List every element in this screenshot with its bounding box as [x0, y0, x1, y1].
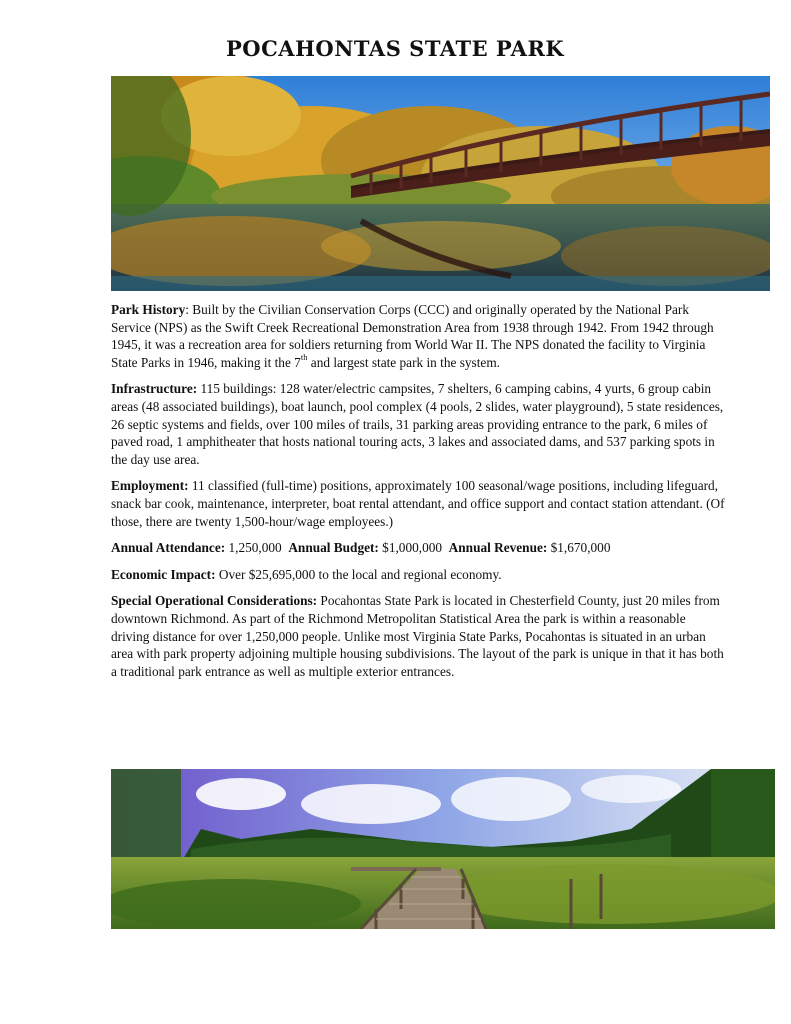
employment-text: 11 classified (full-time) positions, approximately 100 seasonal/wage positions, including lifeguard, snack bar cook, maintenance, interpreter, boat rental attendant, and office support and contact station attendant. (Of those, there are twenty 1,500-hour/wage employees.) [111, 478, 725, 529]
boardwalk-photo [111, 769, 775, 929]
page-title: POCAHONTAS STATE PARK [226, 36, 565, 61]
history-separator: : [185, 302, 189, 317]
economic-paragraph [111, 566, 727, 584]
history-tail: and largest state park in the system. [307, 354, 500, 370]
history-text: Built by the Civilian Conservation Corps (CCC) and originally operated by the National Park Service (NPS) as the Swift Creek Recreational Demonstration Area from 1938 through 1942. From 1942 through 1945, it was a recreation area for soldiers returning from World War II. The NPS donated the facility to Virginia State Parks in 1946, making it the 7 [111, 302, 714, 370]
stats-paragraph [111, 539, 727, 557]
bridge-photo [111, 76, 770, 291]
attendance-label: Annual Attendance: [111, 540, 226, 556]
infrastructure-paragraph [111, 380, 727, 468]
budget-label: Annual Budget: [288, 540, 379, 556]
park-description [111, 301, 727, 689]
employment-label: Employment: [111, 478, 189, 494]
infrastructure-text: 115 buildings: 128 water/electric campsites, 7 shelters, 6 camping cabins, 4 yurts, 6 group cabin areas (48 associated buildings), boat launch, pool complex (4 pools, 2 slides, water playground), 5 state residences, 26 septic systems and fields, over 100 miles of trails, 31 parking areas providing entrance to the park, 6 miles of paved road, 1 amphitheater that hosts national touring acts, 3 lakes and associated dams, and 537 parking spots in the day use area. [111, 381, 724, 467]
budget-value: $1,000,000 [378, 540, 449, 556]
history-label: Park History [111, 302, 186, 317]
history-superscript: th [300, 352, 308, 363]
infrastructure-label: Infrastructure: [111, 381, 198, 397]
special-paragraph [111, 592, 727, 680]
special-label: Special Operational Considerations: [111, 593, 318, 609]
economic-label: Economic Impact: [111, 566, 216, 582]
employment-paragraph [111, 477, 727, 530]
revenue-value: $1,670,000 [547, 540, 611, 556]
attendance-value: 1,250,000 [225, 540, 289, 556]
revenue-label: Annual Revenue: [448, 540, 548, 556]
economic-text: Over $25,695,000 to the local and regional economy. [215, 566, 502, 582]
history-paragraph [111, 301, 727, 371]
special-text: Pocahontas State Park is located in Chesterfield County, just 20 miles from downtown Richmond. As part of the Richmond Metropolitan Statistical Area the park is within a reasonable driving distance for over 1,250,000 people. Unlike most Virginia State Parks, Pocahontas is situated in an urban area with park property adjoining multiple housing subdivisions. The layout of the park is unique in that it has both a traditional park entrance as well as multiple exterior entrances. [111, 593, 724, 679]
